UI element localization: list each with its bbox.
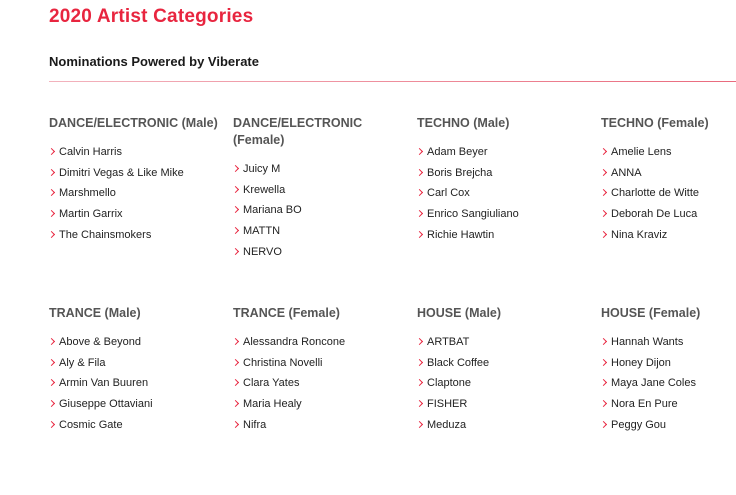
artist-list xyxy=(233,159,383,262)
artist-name: Martin Garrix xyxy=(59,208,123,221)
chevron-right-icon xyxy=(600,189,607,196)
artist-name: Carl Cox xyxy=(427,187,470,200)
artist-name: Above & Beyond xyxy=(59,336,141,348)
artist-name: Krewella xyxy=(243,183,286,196)
chevron-right-icon xyxy=(416,359,423,366)
artist-name: Adam Beyer xyxy=(427,146,488,158)
artist-link[interactable] xyxy=(601,225,736,246)
chevron-right-icon xyxy=(600,359,607,366)
chevron-right-icon xyxy=(600,148,607,155)
artist-name: The Chainsmokers xyxy=(59,228,152,241)
artist-link[interactable] xyxy=(417,394,587,415)
artist-link[interactable] xyxy=(49,415,219,436)
artist-link[interactable] xyxy=(233,221,383,242)
artist-link[interactable] xyxy=(49,142,219,163)
categories-grid xyxy=(49,115,736,495)
artist-list xyxy=(233,332,403,435)
chevron-right-icon xyxy=(416,169,423,176)
categories-row xyxy=(49,305,736,495)
chevron-right-icon xyxy=(232,165,239,172)
artist-name: Cosmic Gate xyxy=(59,418,123,431)
artist-name: Nina Kraviz xyxy=(611,228,668,241)
artist-name: Charlotte de Witte xyxy=(611,187,700,200)
chevron-right-icon xyxy=(232,379,239,386)
artist-link[interactable] xyxy=(417,142,587,163)
artist-link[interactable] xyxy=(233,180,383,201)
artist-name: Deborah De Luca xyxy=(611,208,698,221)
artist-link[interactable] xyxy=(417,332,587,353)
artist-name: NERVO xyxy=(243,245,282,258)
chevron-right-icon xyxy=(48,189,55,196)
artist-name: Nifra xyxy=(243,418,267,431)
artist-link[interactable] xyxy=(601,373,736,394)
artist-link[interactable] xyxy=(233,332,403,353)
artist-name: Aly & Fila xyxy=(59,356,106,369)
artist-name: Richie Hawtin xyxy=(427,228,495,241)
artist-link[interactable] xyxy=(417,183,587,204)
artist-name: Claptone xyxy=(427,377,472,390)
artist-link[interactable] xyxy=(49,225,219,246)
chevron-right-icon xyxy=(232,227,239,234)
chevron-right-icon xyxy=(600,338,607,345)
section-divider xyxy=(49,81,736,82)
artist-list xyxy=(49,142,219,245)
category-title: HOUSE (Male) xyxy=(417,306,502,320)
artist-link[interactable] xyxy=(601,142,736,163)
artist-link[interactable] xyxy=(49,183,219,204)
chevron-right-icon xyxy=(416,231,423,238)
category-title: TRANCE (Female) xyxy=(233,306,340,320)
artist-link[interactable] xyxy=(601,353,736,374)
category-trance-female xyxy=(233,305,403,435)
artist-link[interactable] xyxy=(49,332,219,353)
chevron-right-icon xyxy=(232,248,239,255)
category-title: HOUSE (Female) xyxy=(601,306,701,320)
artist-name: Mariana BO xyxy=(243,204,302,217)
chevron-right-icon xyxy=(600,400,607,407)
artist-link[interactable] xyxy=(417,163,587,184)
artist-link[interactable] xyxy=(49,353,219,374)
artist-link[interactable] xyxy=(601,163,736,184)
artist-link[interactable] xyxy=(417,204,587,225)
artist-name: ANNA xyxy=(611,166,642,179)
chevron-right-icon xyxy=(600,421,607,428)
chevron-right-icon xyxy=(600,210,607,217)
category-title: TECHNO (Male) xyxy=(417,116,510,130)
artist-list xyxy=(417,332,587,435)
artist-name: Honey Dijon xyxy=(611,356,671,369)
chevron-right-icon xyxy=(416,421,423,428)
category-dance-electronic-female xyxy=(233,115,383,262)
artist-name: Armin Van Buuren xyxy=(59,377,149,390)
artist-link[interactable] xyxy=(601,415,736,436)
artist-list xyxy=(49,332,219,435)
chevron-right-icon xyxy=(232,400,239,407)
chevron-right-icon xyxy=(48,421,55,428)
chevron-right-icon xyxy=(416,148,423,155)
chevron-right-icon xyxy=(232,359,239,366)
artist-link[interactable] xyxy=(233,394,403,415)
artist-link[interactable] xyxy=(233,373,403,394)
category-techno-female xyxy=(601,115,736,245)
artist-name: FISHER xyxy=(427,398,468,411)
artist-name: Dimitri Vegas & Like Mike xyxy=(59,166,184,179)
artist-name: Marshmello xyxy=(59,187,116,200)
chevron-right-icon xyxy=(48,169,55,176)
artist-name: Calvin Harris xyxy=(59,146,122,158)
artist-name: Giuseppe Ottaviani xyxy=(59,398,153,411)
chevron-right-icon xyxy=(48,359,55,366)
artist-link[interactable] xyxy=(417,415,587,436)
chevron-right-icon xyxy=(416,400,423,407)
category-title: DANCE/ELECTRONIC (Female) xyxy=(233,116,363,147)
artist-link[interactable] xyxy=(417,353,587,374)
chevron-right-icon xyxy=(416,338,423,345)
page-subtitle: Nominations Powered by Viberate xyxy=(49,54,259,69)
artist-name: Maria Healy xyxy=(243,398,302,411)
artist-name: Boris Brejcha xyxy=(427,166,493,179)
artist-link[interactable] xyxy=(49,204,219,225)
artist-name: ARTBAT xyxy=(427,336,470,348)
artist-link[interactable] xyxy=(233,353,403,374)
artist-link[interactable] xyxy=(49,394,219,415)
chevron-right-icon xyxy=(48,148,55,155)
artist-link[interactable] xyxy=(417,225,587,246)
chevron-right-icon xyxy=(232,186,239,193)
chevron-right-icon xyxy=(48,338,55,345)
category-house-female xyxy=(601,305,736,435)
chevron-right-icon xyxy=(416,189,423,196)
artist-name: Enrico Sangiuliano xyxy=(427,208,519,221)
category-title: TECHNO (Female) xyxy=(601,116,709,130)
page-title: 2020 Artist Categories xyxy=(49,6,254,27)
artist-link[interactable] xyxy=(601,394,736,415)
artist-link[interactable] xyxy=(417,373,587,394)
artist-name: Peggy Gou xyxy=(611,418,667,431)
artist-link[interactable] xyxy=(233,200,383,221)
artist-name: Juicy M xyxy=(243,163,281,175)
chevron-right-icon xyxy=(232,338,239,345)
chevron-right-icon xyxy=(48,210,55,217)
artist-link[interactable] xyxy=(601,183,736,204)
category-dance-electronic-male xyxy=(49,115,219,245)
artist-list xyxy=(417,142,587,245)
artist-link[interactable] xyxy=(233,415,403,436)
categories-row xyxy=(49,115,736,305)
chevron-right-icon xyxy=(600,379,607,386)
artist-link[interactable] xyxy=(601,332,736,353)
artist-name: Nora En Pure xyxy=(611,398,678,411)
artist-name: Black Coffee xyxy=(427,356,490,369)
artist-name: Meduza xyxy=(427,418,467,431)
artist-list xyxy=(601,142,736,245)
chevron-right-icon xyxy=(416,379,423,386)
category-trance-male xyxy=(49,305,219,435)
artist-link[interactable] xyxy=(601,204,736,225)
category-title: DANCE/ELECTRONIC (Male) xyxy=(49,116,218,130)
artist-name: Clara Yates xyxy=(243,377,300,390)
chevron-right-icon xyxy=(600,231,607,238)
artist-name: Amelie Lens xyxy=(611,146,672,158)
chevron-right-icon xyxy=(232,421,239,428)
artist-list xyxy=(601,332,736,435)
chevron-right-icon xyxy=(600,169,607,176)
category-house-male xyxy=(417,305,587,435)
category-techno-male xyxy=(417,115,587,245)
artist-link[interactable] xyxy=(49,373,219,394)
artist-name: Alessandra Roncone xyxy=(243,336,346,348)
chevron-right-icon xyxy=(48,400,55,407)
artist-name: Maya Jane Coles xyxy=(611,377,696,390)
chevron-right-icon xyxy=(48,231,55,238)
artist-name: Hannah Wants xyxy=(611,336,684,348)
category-title: TRANCE (Male) xyxy=(49,306,141,320)
artist-link[interactable] xyxy=(49,163,219,184)
chevron-right-icon xyxy=(416,210,423,217)
artist-link[interactable] xyxy=(233,159,383,180)
artist-name: MATTN xyxy=(243,225,281,238)
chevron-right-icon xyxy=(48,379,55,386)
artist-name: Christina Novelli xyxy=(243,356,323,369)
artist-link[interactable] xyxy=(233,242,383,263)
chevron-right-icon xyxy=(232,206,239,213)
